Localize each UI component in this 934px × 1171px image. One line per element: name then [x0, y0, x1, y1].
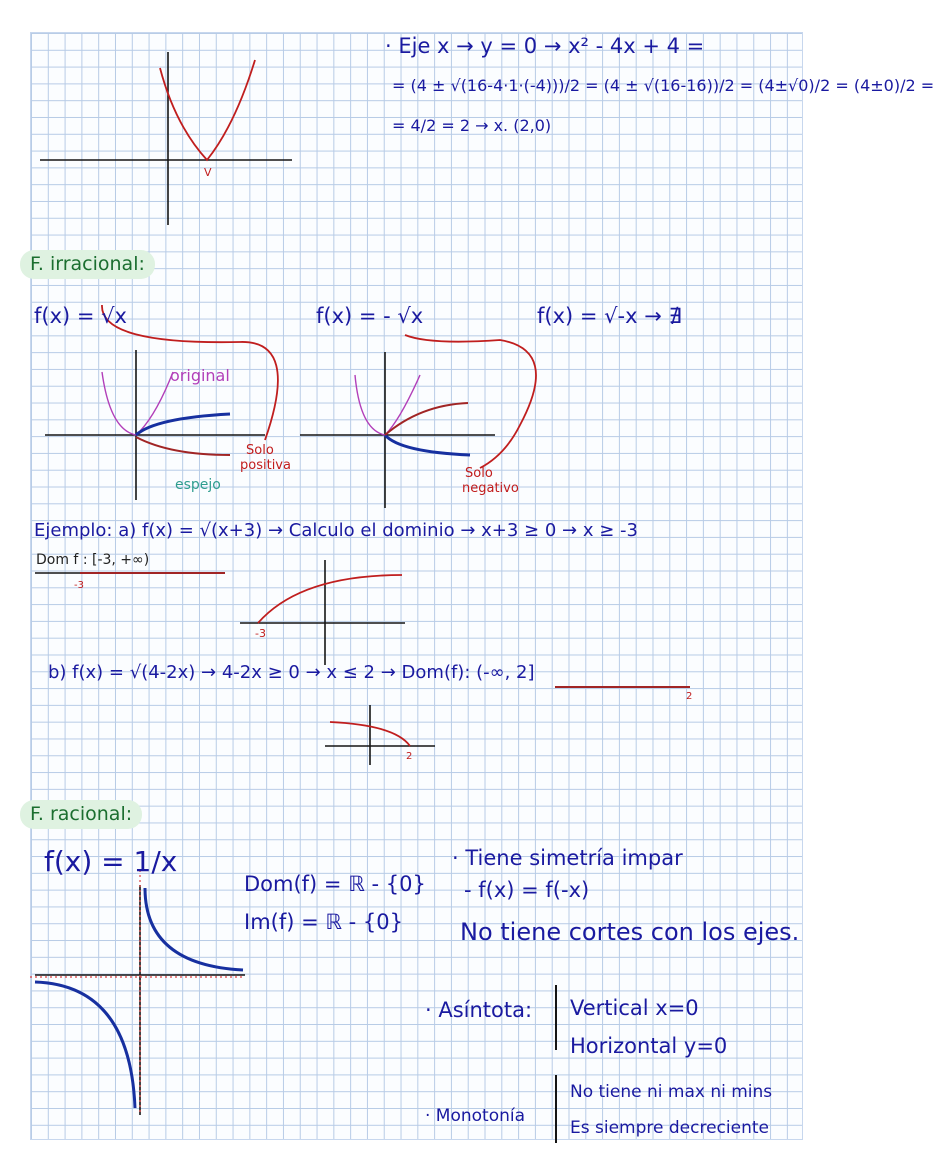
monotonia-line-1: No tiene ni max ni mins — [570, 1082, 773, 1102]
monotonia-divider — [555, 1075, 557, 1143]
symmetry-line-2: - f(x) = f(-x) — [464, 878, 590, 902]
rational-function: f(x) = 1/x — [44, 845, 178, 878]
irrational-f1: f(x) = √x — [34, 304, 127, 328]
solo-negativo-label-2: negativo — [462, 481, 519, 496]
symmetry-line-1: · Tiene simetría impar — [452, 846, 683, 870]
irr2-negative-curve — [385, 435, 470, 455]
asintota-label: · Asíntota: — [425, 998, 533, 1022]
monotonia-line-2: Es siempre decreciente — [570, 1118, 769, 1138]
irr1-mirror-curve — [136, 437, 230, 455]
solo-positiva-label-2: positiva — [240, 458, 291, 473]
irrational-heading: F. irracional: — [20, 250, 155, 279]
asintota-divider — [555, 985, 557, 1050]
quadratic-line-1: · Eje x → y = 0 → x² - 4x + 4 = — [385, 34, 705, 58]
quadratic-line-2: = (4 ± √(16-4·1·(-4)))/2 = (4 ± √(16-16))/2 = (4±√0)/2 = (4±0)/2 = — [392, 76, 934, 95]
solo-negativo-label-1: Solo — [465, 466, 493, 481]
original-label: original — [170, 366, 230, 385]
rat-curve-right — [145, 888, 243, 970]
irr2-arrow — [405, 335, 536, 468]
example-a-domain: Dom f : [-3, +∞) — [36, 552, 150, 568]
vertex-label: V — [204, 166, 212, 179]
rational-image: Im(f) = ℝ - {0} — [244, 910, 404, 934]
quadratic-line-3: = 4/2 = 2 → x. (2,0) — [392, 116, 552, 135]
parabola-curve — [160, 60, 255, 160]
example-b-text: b) f(x) = √(4-2x) → 4-2x ≥ 0 → x ≤ 2 → Dom(f): (-∞, 2] — [48, 662, 535, 683]
asintota-horizontal: Horizontal y=0 — [570, 1034, 728, 1058]
espejo-label: espejo — [175, 477, 221, 493]
example-b-tick-graph: 2 — [406, 751, 413, 762]
solo-positiva-label-1: Solo — [246, 443, 274, 458]
monotonia-label: · Monotonía — [425, 1106, 526, 1126]
rational-domain: Dom(f) = ℝ - {0} — [244, 872, 426, 896]
irr1-original-curve — [102, 372, 173, 435]
irrational-f3: f(x) = √-x → ∄ — [537, 304, 682, 328]
rat-curve-left — [35, 982, 135, 1108]
no-cortes-text: No tiene cortes con los ejes. — [460, 918, 800, 946]
exa-curve — [258, 575, 402, 623]
example-a-text: Ejemplo: a) f(x) = √(x+3) → Calculo el dominio → x+3 ≥ 0 → x ≥ -3 — [34, 520, 638, 541]
irrational-f2: f(x) = - √x — [316, 304, 424, 328]
example-b-tick-number-line: 2 — [686, 691, 693, 702]
example-a-tick-number-line: -3 — [74, 580, 84, 591]
irr2-original-curve — [355, 375, 420, 435]
asintota-vertical: Vertical x=0 — [570, 996, 699, 1020]
rational-heading: F. racional: — [20, 800, 142, 829]
example-a-tick-graph: -3 — [255, 627, 266, 640]
